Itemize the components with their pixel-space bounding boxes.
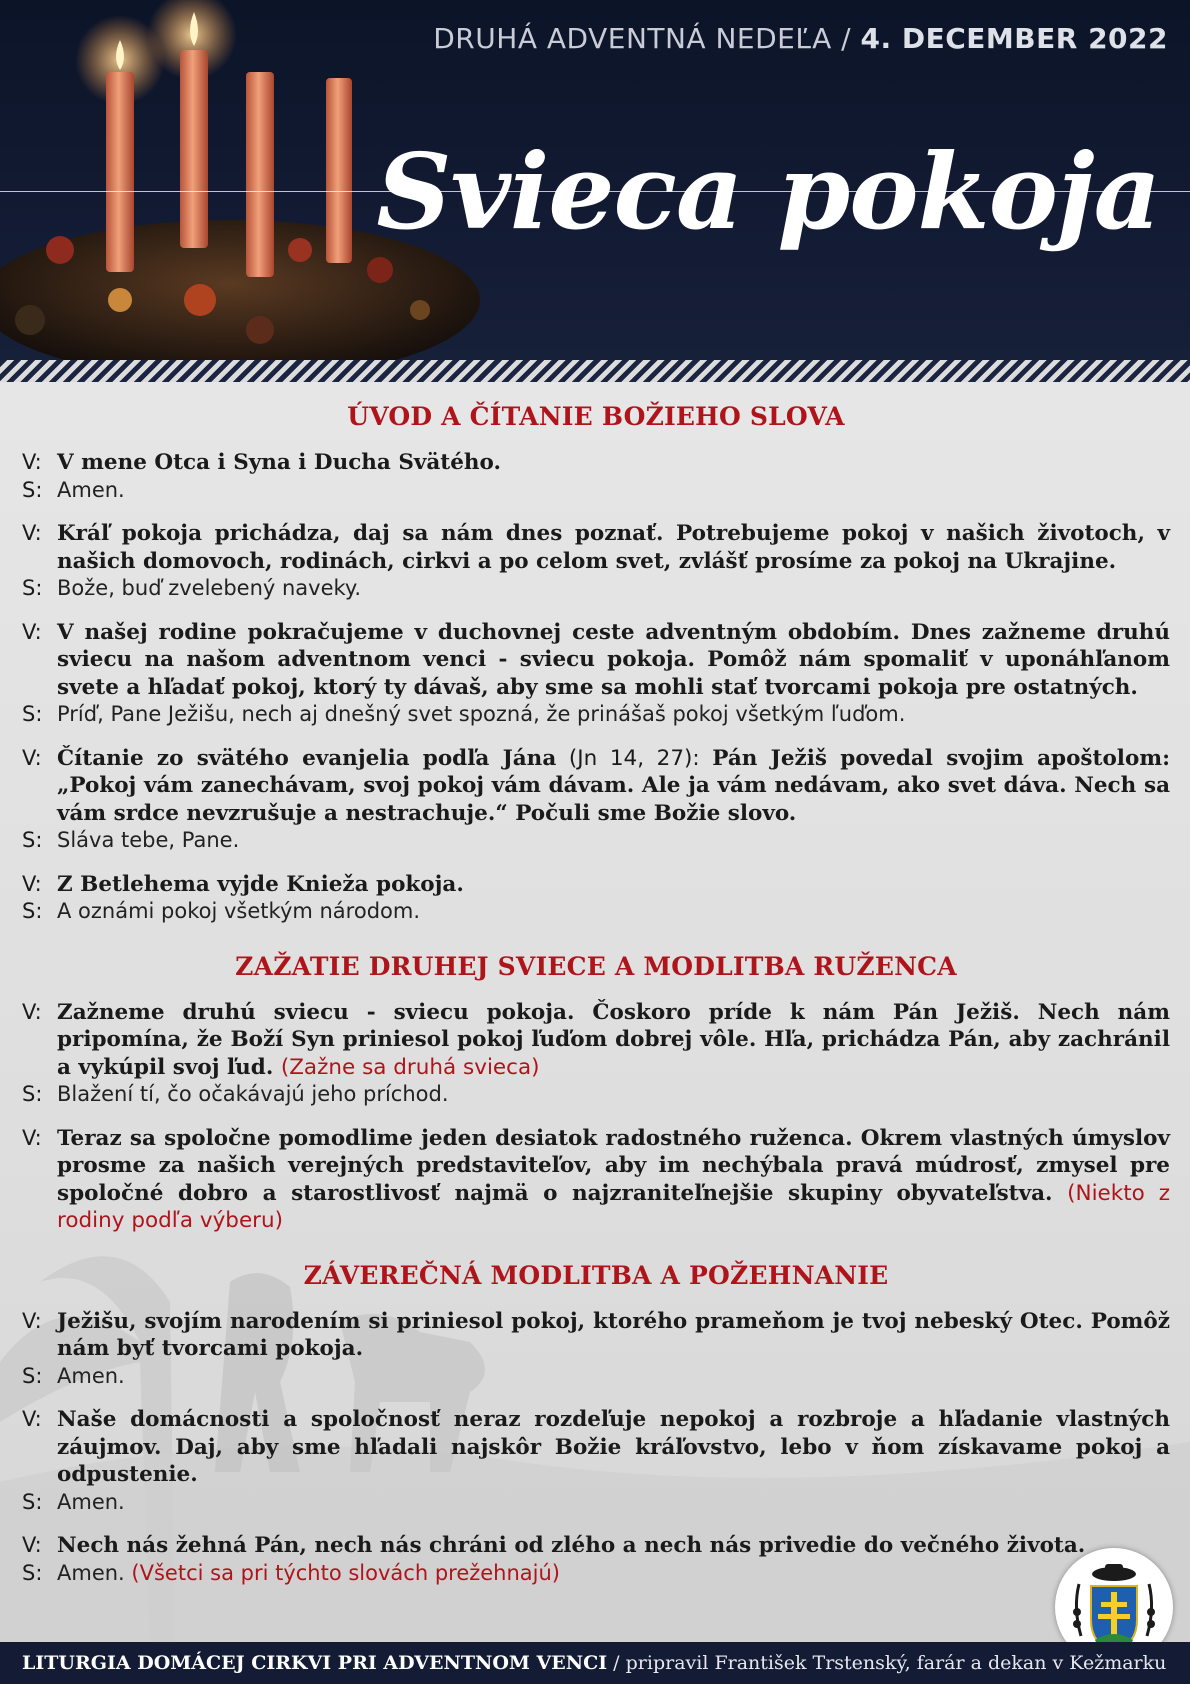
dialog-line-s: S: Amen. [22,477,125,502]
footer-author: / pripravil František Trstenský, farár a dekan v Kežmarku [607,1652,1167,1674]
section-title-intro: ÚVOD A ČÍTANIE BOŽIEHO SLOVA [347,402,845,431]
date-line [433,22,1168,55]
dialog-line-v: V: Nech nás žehná Pán, nech nás chráni od zlého a nech nás privedie do večného života. [22,1533,1086,1558]
dialog-line-s: S: Bože, buď zvelebený naveky. [22,576,362,600]
gospel-reference: (Jn 14, 27): [556,745,713,771]
dialog-line-v: V: Ježišu, svojím narodením si priniesol pokoj, ktorého prameňom je tvoj nebeský Otec. Pomôž nám byť tvorcami pokoja. [22,1308,1170,1361]
dialog-line-v: V: V našej rodine pokračujeme v duchovnej ceste adventným obdobím. Dnes zažneme druhú sviecu na našom adventnom venci - sviecu pokoja. Pomôž nám spomaliť v uponáhľanom svete a hľadať pokoj, ktorý ty dávaš, aby sme sa mohli stať tvorcami pokoja pre ostatných. [22,619,1170,700]
section-title-candle: ZAŽATIE DRUHEJ SVIECE A MODLITBA RUŽENCA [235,951,957,981]
dialog-line-v: V: Z Betlehema vyjde Knieža pokoja. [22,871,464,897]
dialog-line-v: V: Zažneme druhú sviecu - sviecu pokoja. Čoskoro príde k nám Pán Ježiš. Nech nám pripomína, že Boží Syn priniesol pokoj ľuďom dobrej vôle. Hľa, prichádza Pán, aby zachránil a vykúpil svoj ľud. (Zažne sa druhá svieca) [22,999,1170,1080]
liturgy-body [0,382,1190,1642]
page-title: Svieca pokoja [376,130,1160,253]
liturgy-text [22,382,1170,1587]
section-title-closing: ZÁVEREČNÁ MODLITBA A POŽEHNANIE [303,1260,889,1290]
page-footer [0,1642,1190,1684]
header-stripe-border [0,360,1190,382]
rubric-note: (Všetci sa pri týchto slovách prežehnajú) [131,1560,561,1585]
dialog-line-v: V: Teraz sa spoločne pomodlime jeden desiatok radostného ruženca. Okrem vlastných úmyslov prosme za našich verejných predstaviteľov, aby im nechýbala pravá múdrosť, zmysel pre spoločné dobro a starostlivosť najmä o najzraniteľnejšie skupiny obyvateľstva. (Niekto z rodiny podľa výberu) [22,1125,1170,1233]
rubric-note: (Niekto z rodiny podľa výberu) [57,1180,1170,1233]
dialog-line-s: S: Príď, Pane Ježišu, nech aj dnešný svet spozná, že prinášaš pokoj všetkým ľuďom. [22,702,906,726]
dialog-line-s: S: Amen. [22,1363,125,1388]
date-value: 4. DECEMBER 2022 [860,22,1168,55]
dialog-line-s: S: Amen. [22,1489,125,1514]
dialog-line-s: S: A oznámi pokoj všetkým národom. [22,899,421,923]
dialog-line-v-gospel: V: Čítanie zo svätého evanjelia podľa Jána (Jn 14, 27): Pán Ježiš povedal svojim apoštolom: „Pokoj vám zanechávam, svoj pokoj vám dávam. Ale ja vám nedávam, ako svet dáva. Nech sa vám srdce nevzrušuje a nestrachuje.“ Počuli sme Božie slovo. [22,745,1171,826]
date-prefix: DRUHÁ ADVENTNÁ NEDEĽA / [433,22,861,55]
gospel-text: Pán Ježiš povedal svojim apoštolom: „Pokoj vám zanechávam, svoj pokoj vám dávam. Ale ja vám nedávam, ako svet dáva. Nech sa vám srdce nevzrušuje a nestrachuje.“ Počuli sme Božie slovo. [57,745,1171,826]
page-header [0,0,1190,368]
dialog-line-s: S: Sláva tebe, Pane. [22,828,240,852]
rubric-note: (Zažne sa druhá svieca) [280,1054,540,1080]
footer-title: LITURGIA DOMÁCEJ CIRKVI PRI ADVENTNOM VENCI [22,1652,608,1674]
dialog-line-s: S: Blažení tí, čo očakávajú jeho príchod. [22,1082,449,1106]
dialog-line-v: V: Kráľ pokoja prichádza, daj sa nám dnes poznať. Potrebujeme pokoj v našich životoch, v našich domovoch, rodinách, cirkvi a po celom svet, zvlášť prosíme za pokoj na Ukrajine. [22,521,1170,574]
dialog-line-v: V: Naše domácnosti a spoločnosť neraz rozdeľuje nepokoj a rozbroje a hľadanie vlastných záujmov. Daj, aby sme hľadali najskôr Božie kráľovstvo, lebo v ňom získavame pokoj a odpustenie. [22,1407,1170,1487]
dialog-line-v: V: V mene Otca i Syna i Ducha Svätého. [22,450,501,475]
gospel-intro: Čítanie zo svätého evanjelia podľa Jána [57,745,557,771]
dialog-line-s: S: Amen. (Všetci sa pri týchto slovách prežehnajú) [22,1560,561,1585]
